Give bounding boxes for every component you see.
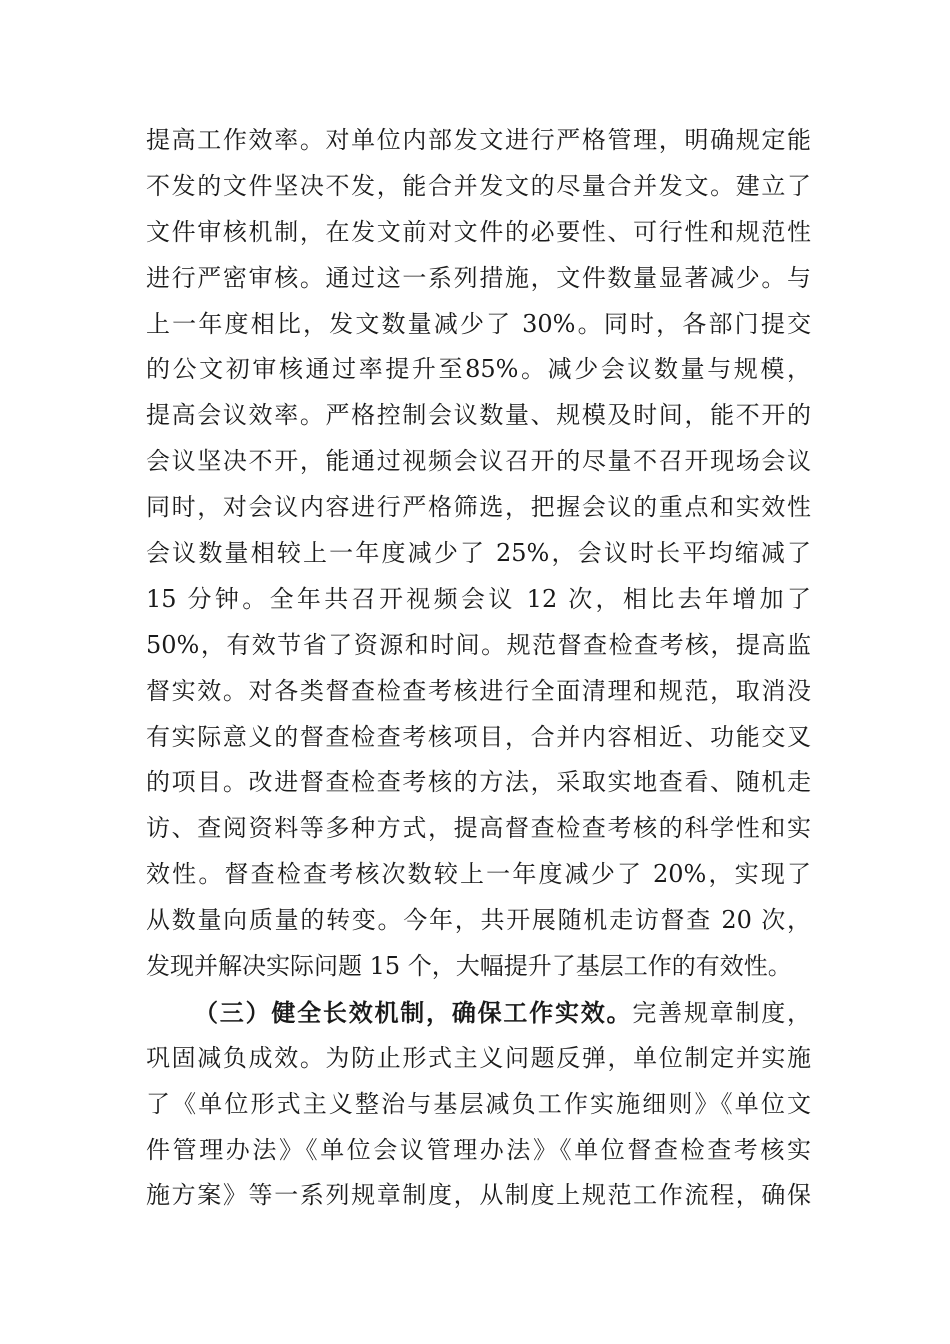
text-line: 督实效。对各类督查检查考核进行全面清理和规范，取消没 <box>146 676 811 705</box>
text-line: 件管理办法》《单位会议管理办法》《单位督查检查考核实 <box>146 1135 811 1164</box>
text-line: 同时，对会议内容进行严格筛选，把握会议的重点和实效性 <box>146 493 811 522</box>
text-line: 会议坚决不开，能通过视频会议召开的尽量不召开现场会议 <box>146 447 811 476</box>
text-line: 上一年度相比，发文数量减少了 30%。同时，各部门提交 <box>146 309 811 338</box>
text-line: 提高会议效率。严格控制会议数量、规模及时间，能不开的 <box>146 401 811 430</box>
text-line: 提高工作效率。对单位内部发文进行严格管理，明确规定能 <box>146 126 811 154</box>
section-heading: （三）健全长效机制，确保工作实效。 <box>194 997 633 1027</box>
text-line: 15 分钟。全年共召开视频会议 12 次，相比去年增加了 <box>146 584 811 613</box>
text-line: 会议数量相较上一年度减少了 25%，会议时长平均缩减了 <box>146 539 811 568</box>
text-line: 效性。督查检查考核次数较上一年度减少了 20%，实现了 <box>146 860 811 889</box>
text-line: 50%，有效节省了资源和时间。规范督查检查考核，提高监 <box>146 630 811 659</box>
text-line: 文件审核机制，在发文前对文件的必要性、可行性和规范性 <box>146 217 811 246</box>
text-line: 了《单位形式主义整治与基层减负工作实施细则》《单位文 <box>146 1089 811 1118</box>
text-line: 巩固减负成效。为防止形式主义问题反弹，单位制定并实施 <box>146 1043 811 1072</box>
section-heading-line <box>146 990 811 1036</box>
text-line: 的项目。改进督查检查考核的方法，采取实地查看、随机走 <box>146 768 811 797</box>
text-line: 访、查阅资料等多种方式，提高督查检查考核的科学性和实 <box>146 814 811 843</box>
text-line: 从数量向质量的转变。今年，共开展随机走访督查 20 次， <box>146 906 811 935</box>
text-line: 进行严密审核。通过这一系列措施，文件数量显著减少。与 <box>146 263 811 292</box>
text-line: 的公文初审核通过率提升至85%。减少会议数量与规模， <box>146 355 811 384</box>
section-heading-continuation: 完善规章制度， <box>632 998 812 1027</box>
text-line: 不发的文件坚决不发，能合并发文的尽量合并发文。建立了 <box>146 171 811 200</box>
text-line: 有实际意义的督查检查考核项目，合并内容相近、功能交叉 <box>146 722 811 751</box>
body-text <box>146 118 811 1219</box>
paragraph-end-line: 发现并解决实际问题 15 个，大幅提升了基层工作的有效性。 <box>146 952 792 981</box>
text-line: 施方案》等一系列规章制度，从制度上规范工作流程，确保 <box>146 1181 811 1210</box>
